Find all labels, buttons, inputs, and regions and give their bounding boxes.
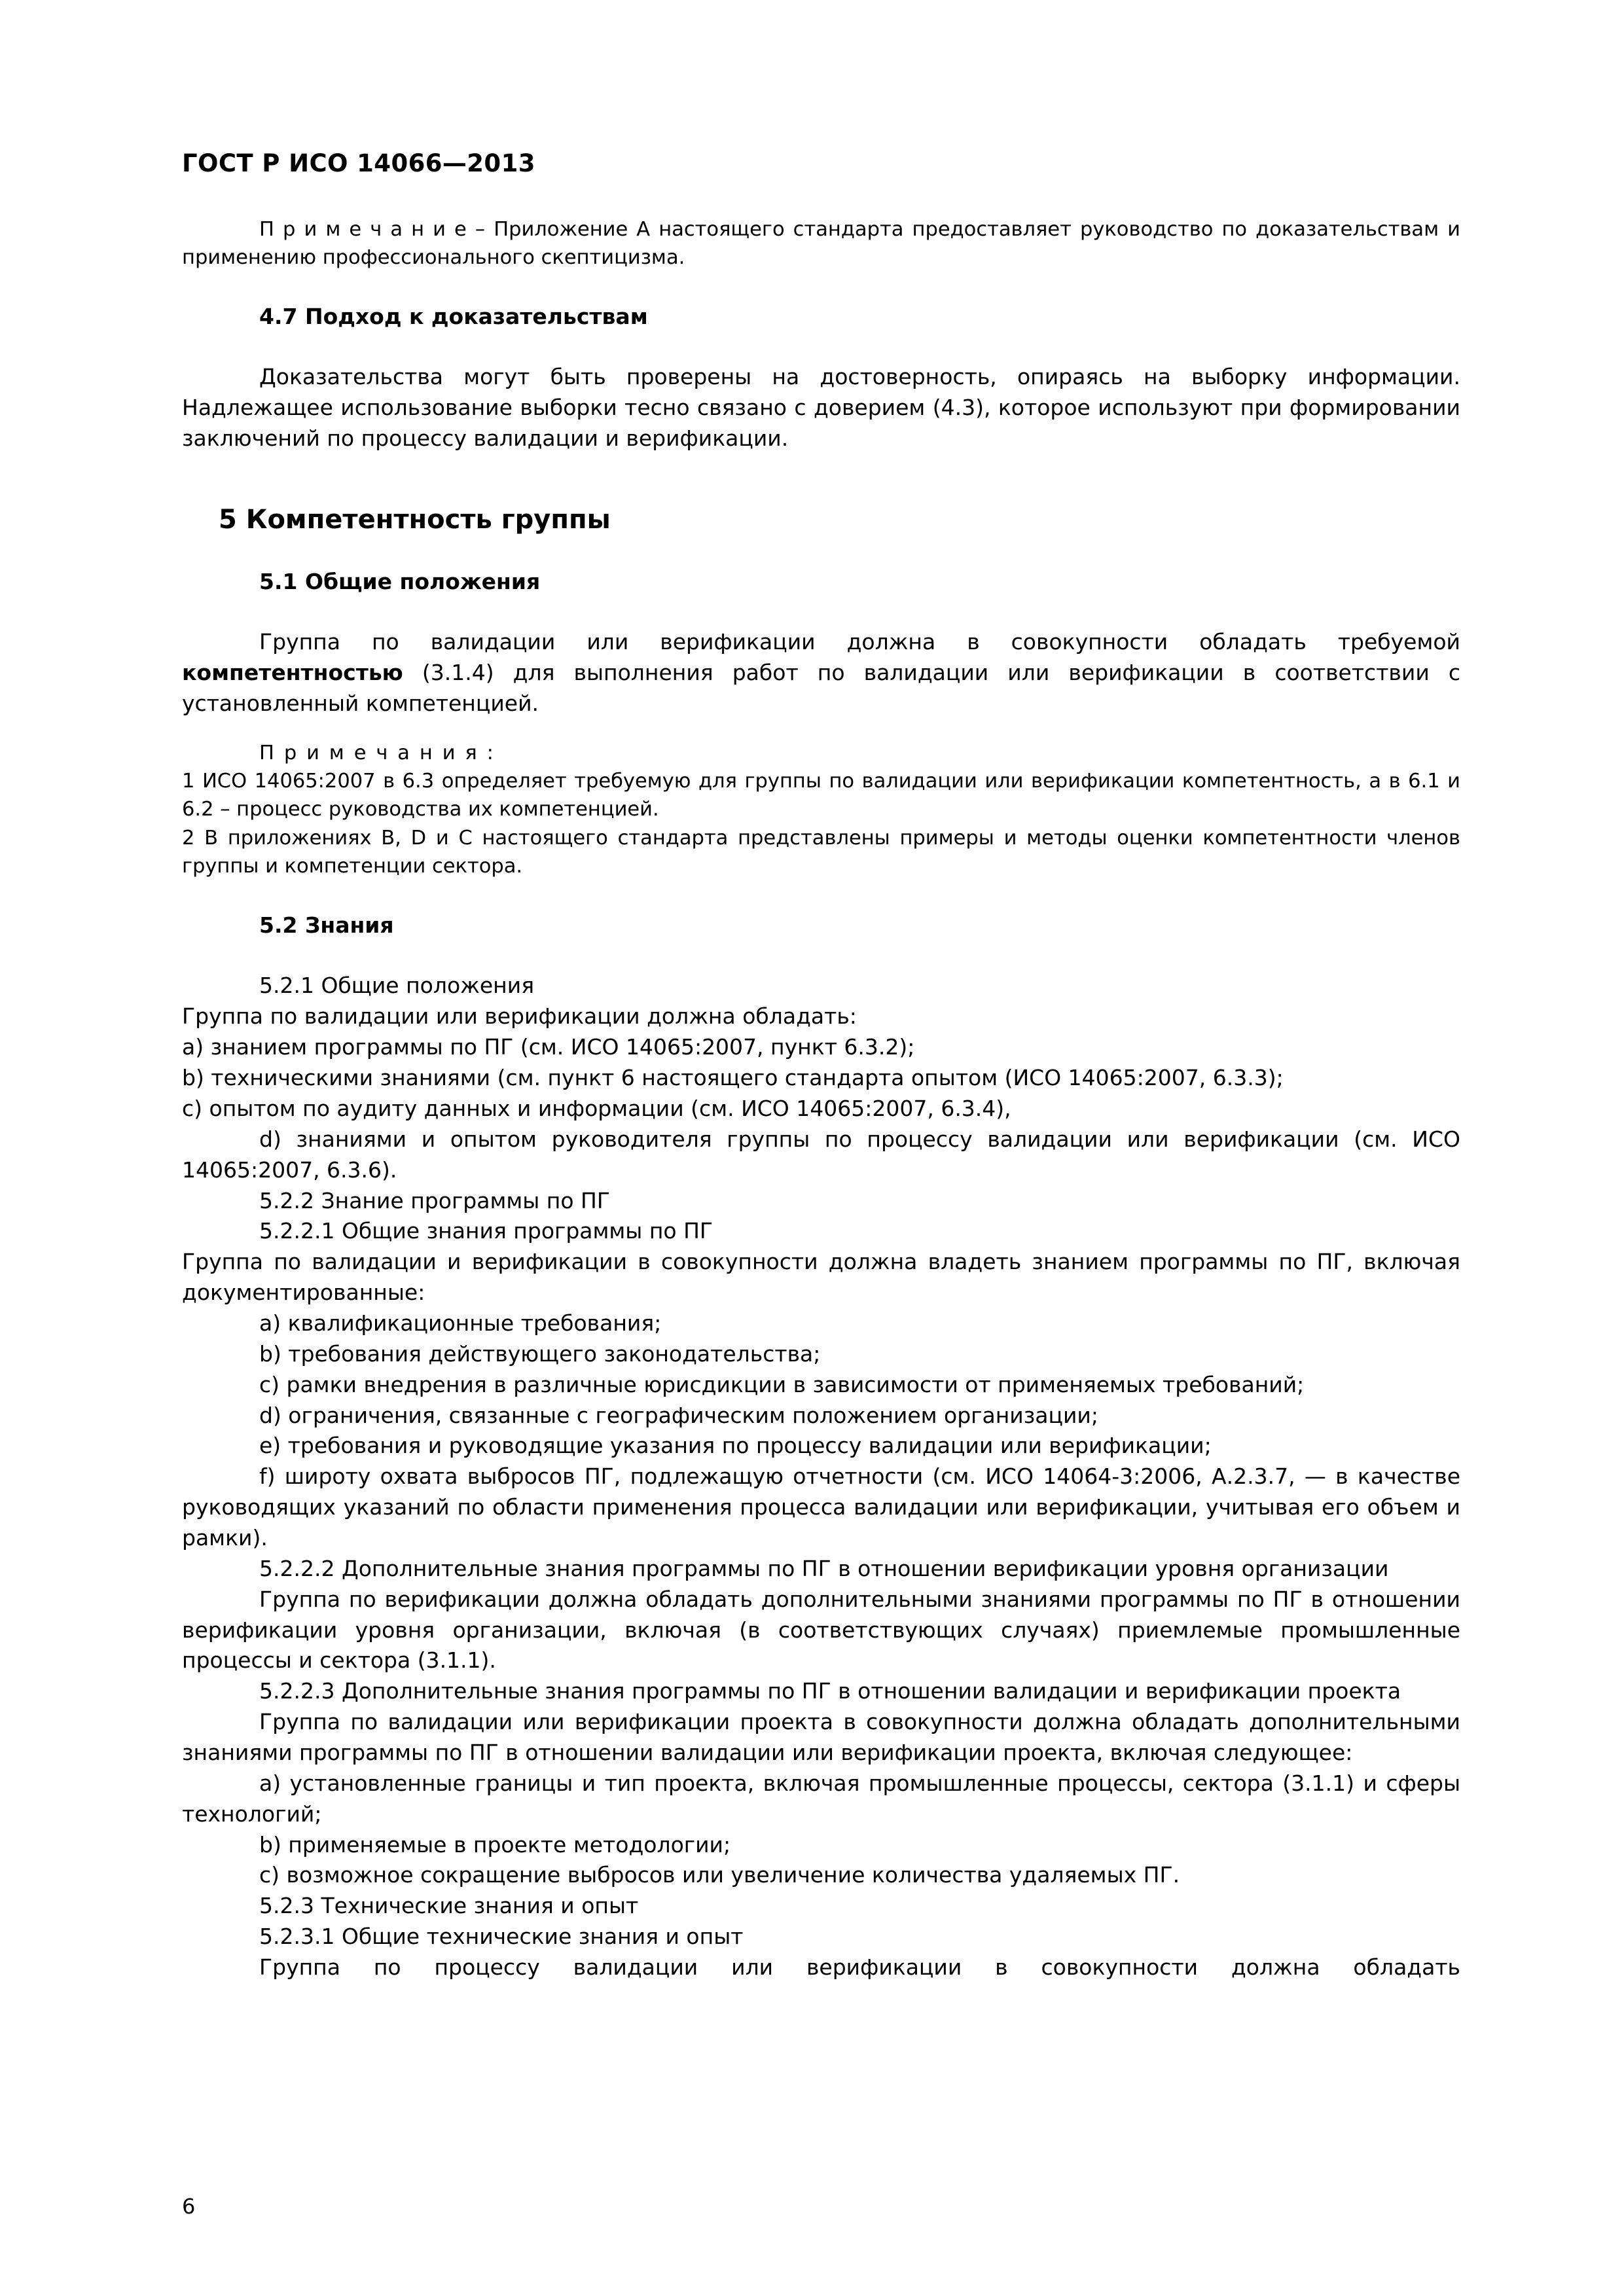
- item-5-2-2-3-b: b) применяемые в проекте методологии;: [259, 1831, 731, 1857]
- item-5-2-1-d: d) знаниями и опытом руководителя группы по процессу валидации или верификации (см. ИСО 14065:2007, 6.3.6).: [182, 1126, 1460, 1183]
- item-5-2-2-1-title: 5.2.2.1 Общие знания программы по ПГ: [259, 1218, 713, 1244]
- page-number: 6: [182, 2194, 196, 2219]
- term-competence: компетентностью: [182, 660, 403, 686]
- item-5-2-2-2-body: Группа по верификации должна обладать дополнительными знаниями программы по ПГ в отношении верификации уровня организации, включая (в соответствующих случаях) приемлемые промышленные процессы и сектора (3.1.1).: [182, 1586, 1460, 1674]
- heading-4-7: 4.7 Подход к доказательствам: [259, 304, 648, 330]
- heading-5: 5 Компетентность группы: [219, 505, 611, 535]
- item-5-2-2-1-lead: Группа по валидации и верификации в совокупности должна владеть знанием программы по ПГ, включая документированные:: [182, 1249, 1460, 1306]
- heading-5-1: 5.1 Общие положения: [259, 569, 541, 595]
- item-5-2-3-title: 5.2.3 Технические знания и опыт: [259, 1893, 639, 1919]
- item-5-2-1-b: b) техническими знаниями (см. пункт 6 настоящего стандарта опытом (ИСО 14065:2007, 6.3.3);: [182, 1065, 1284, 1091]
- item-5-2-2-1-e: e) требования и руководящие указания по процессу валидации или верификации;: [259, 1433, 1212, 1459]
- item-5-2-2-1-d: d) ограничения, связанные с географическим положением организации;: [259, 1402, 1098, 1428]
- item-5-2-2-3-c: c) возможное сокращение выбросов или увеличение количества удаляемых ПГ.: [259, 1862, 1180, 1888]
- item-5-2-2-3-a: a) установленные границы и тип проекта, включая промышленные процессы, сектора (3.1.1) и сферы технологий;: [182, 1770, 1460, 1827]
- item-5-2-2-1-b: b) требования действующего законодательства;: [259, 1340, 821, 1367]
- item-5-2-2-3-title: 5.2.2.3 Дополнительные знания программы по ПГ в отношении валидации и верификации проекта: [259, 1678, 1401, 1704]
- heading-5-2: 5.2 Знания: [259, 912, 394, 939]
- item-5-2-3-1-title: 5.2.3.1 Общие технические знания и опыт: [259, 1924, 744, 1950]
- item-5-2-1-title: 5.2.1 Общие положения: [259, 973, 535, 999]
- paragraph-5-1-part2: (3.1.4) для выполнения работ по валидации или верификации в соответствии с установленный компетенцией.: [182, 660, 1460, 716]
- note-1: 1 ИСО 14065:2007 в 6.3 определяет требуемую для группы по валидации или верификации компетентность, а в 6.1 и 6.2 – процесс руководства их компетенцией.: [182, 770, 1460, 821]
- item-5-2-2-1-f: f) широту охвата выбросов ПГ, подлежащую отчетности (см. ИСО 14064-3:2006, А.2.3.7, — в качестве руководящих указаний по области применения процесса валидации или верификации, учитывая его объем и рамки).: [182, 1463, 1460, 1551]
- item-5-2-1-lead: Группа по валидации или верификации должна обладать:: [182, 1003, 857, 1030]
- item-5-2-2-1-a: a) квалификационные требования;: [259, 1310, 662, 1336]
- item-5-2-1-a: a) знанием программы по ПГ (см. ИСО 14065:2007, пункт 6.3.2);: [182, 1034, 915, 1060]
- paragraph-5-1: [182, 627, 1460, 719]
- paragraph-5-1-part1: Группа по валидации или верификации должна в совокупности обладать требуемой: [259, 629, 1460, 655]
- item-5-2-3-1-body: Группа по процессу валидации или верификации в совокупности должна обладать: [259, 1954, 1460, 1980]
- document-header: ГОСТ Р ИСО 14066—2013: [182, 149, 535, 177]
- item-5-2-2-1-c: c) рамки внедрения в различные юрисдикции в зависимости от применяемых требований;: [259, 1371, 1305, 1397]
- item-5-2-2-2-title: 5.2.2.2 Дополнительные знания программы по ПГ в отношении верификации уровня организации: [259, 1555, 1389, 1581]
- notes-label: П р и м е ч а н и я :: [259, 741, 496, 764]
- note-appendix-a: П р и м е ч а н и е – Приложение А настоящего стандарта предоставляет руководство по доказательствам и применению профессионального скептицизма.: [182, 217, 1460, 269]
- item-5-2-2-title: 5.2.2 Знание программы по ПГ: [259, 1187, 610, 1213]
- item-5-2-2-3-body: Группа по валидации или верификации проекта в совокупности должна обладать дополнительными знаниями программы по ПГ в отношении валидации или верификации проекта, включая следующее:: [182, 1709, 1460, 1765]
- item-5-2-1-c: c) опытом по аудиту данных и информации (см. ИСО 14065:2007, 6.3.4),: [182, 1095, 1011, 1121]
- paragraph-4-7: Доказательства могут быть проверены на достоверность, опираясь на выборку информации. Надлежащее использование выборки тесно связано с доверием (4.3), которое используют при формировании заключений по процессу валидации и верификации.: [182, 364, 1460, 452]
- note-2: 2 В приложениях B, D и C настоящего стандарта представлены примеры и методы оценки компетентности членов группы и компетенции сектора.: [182, 826, 1460, 878]
